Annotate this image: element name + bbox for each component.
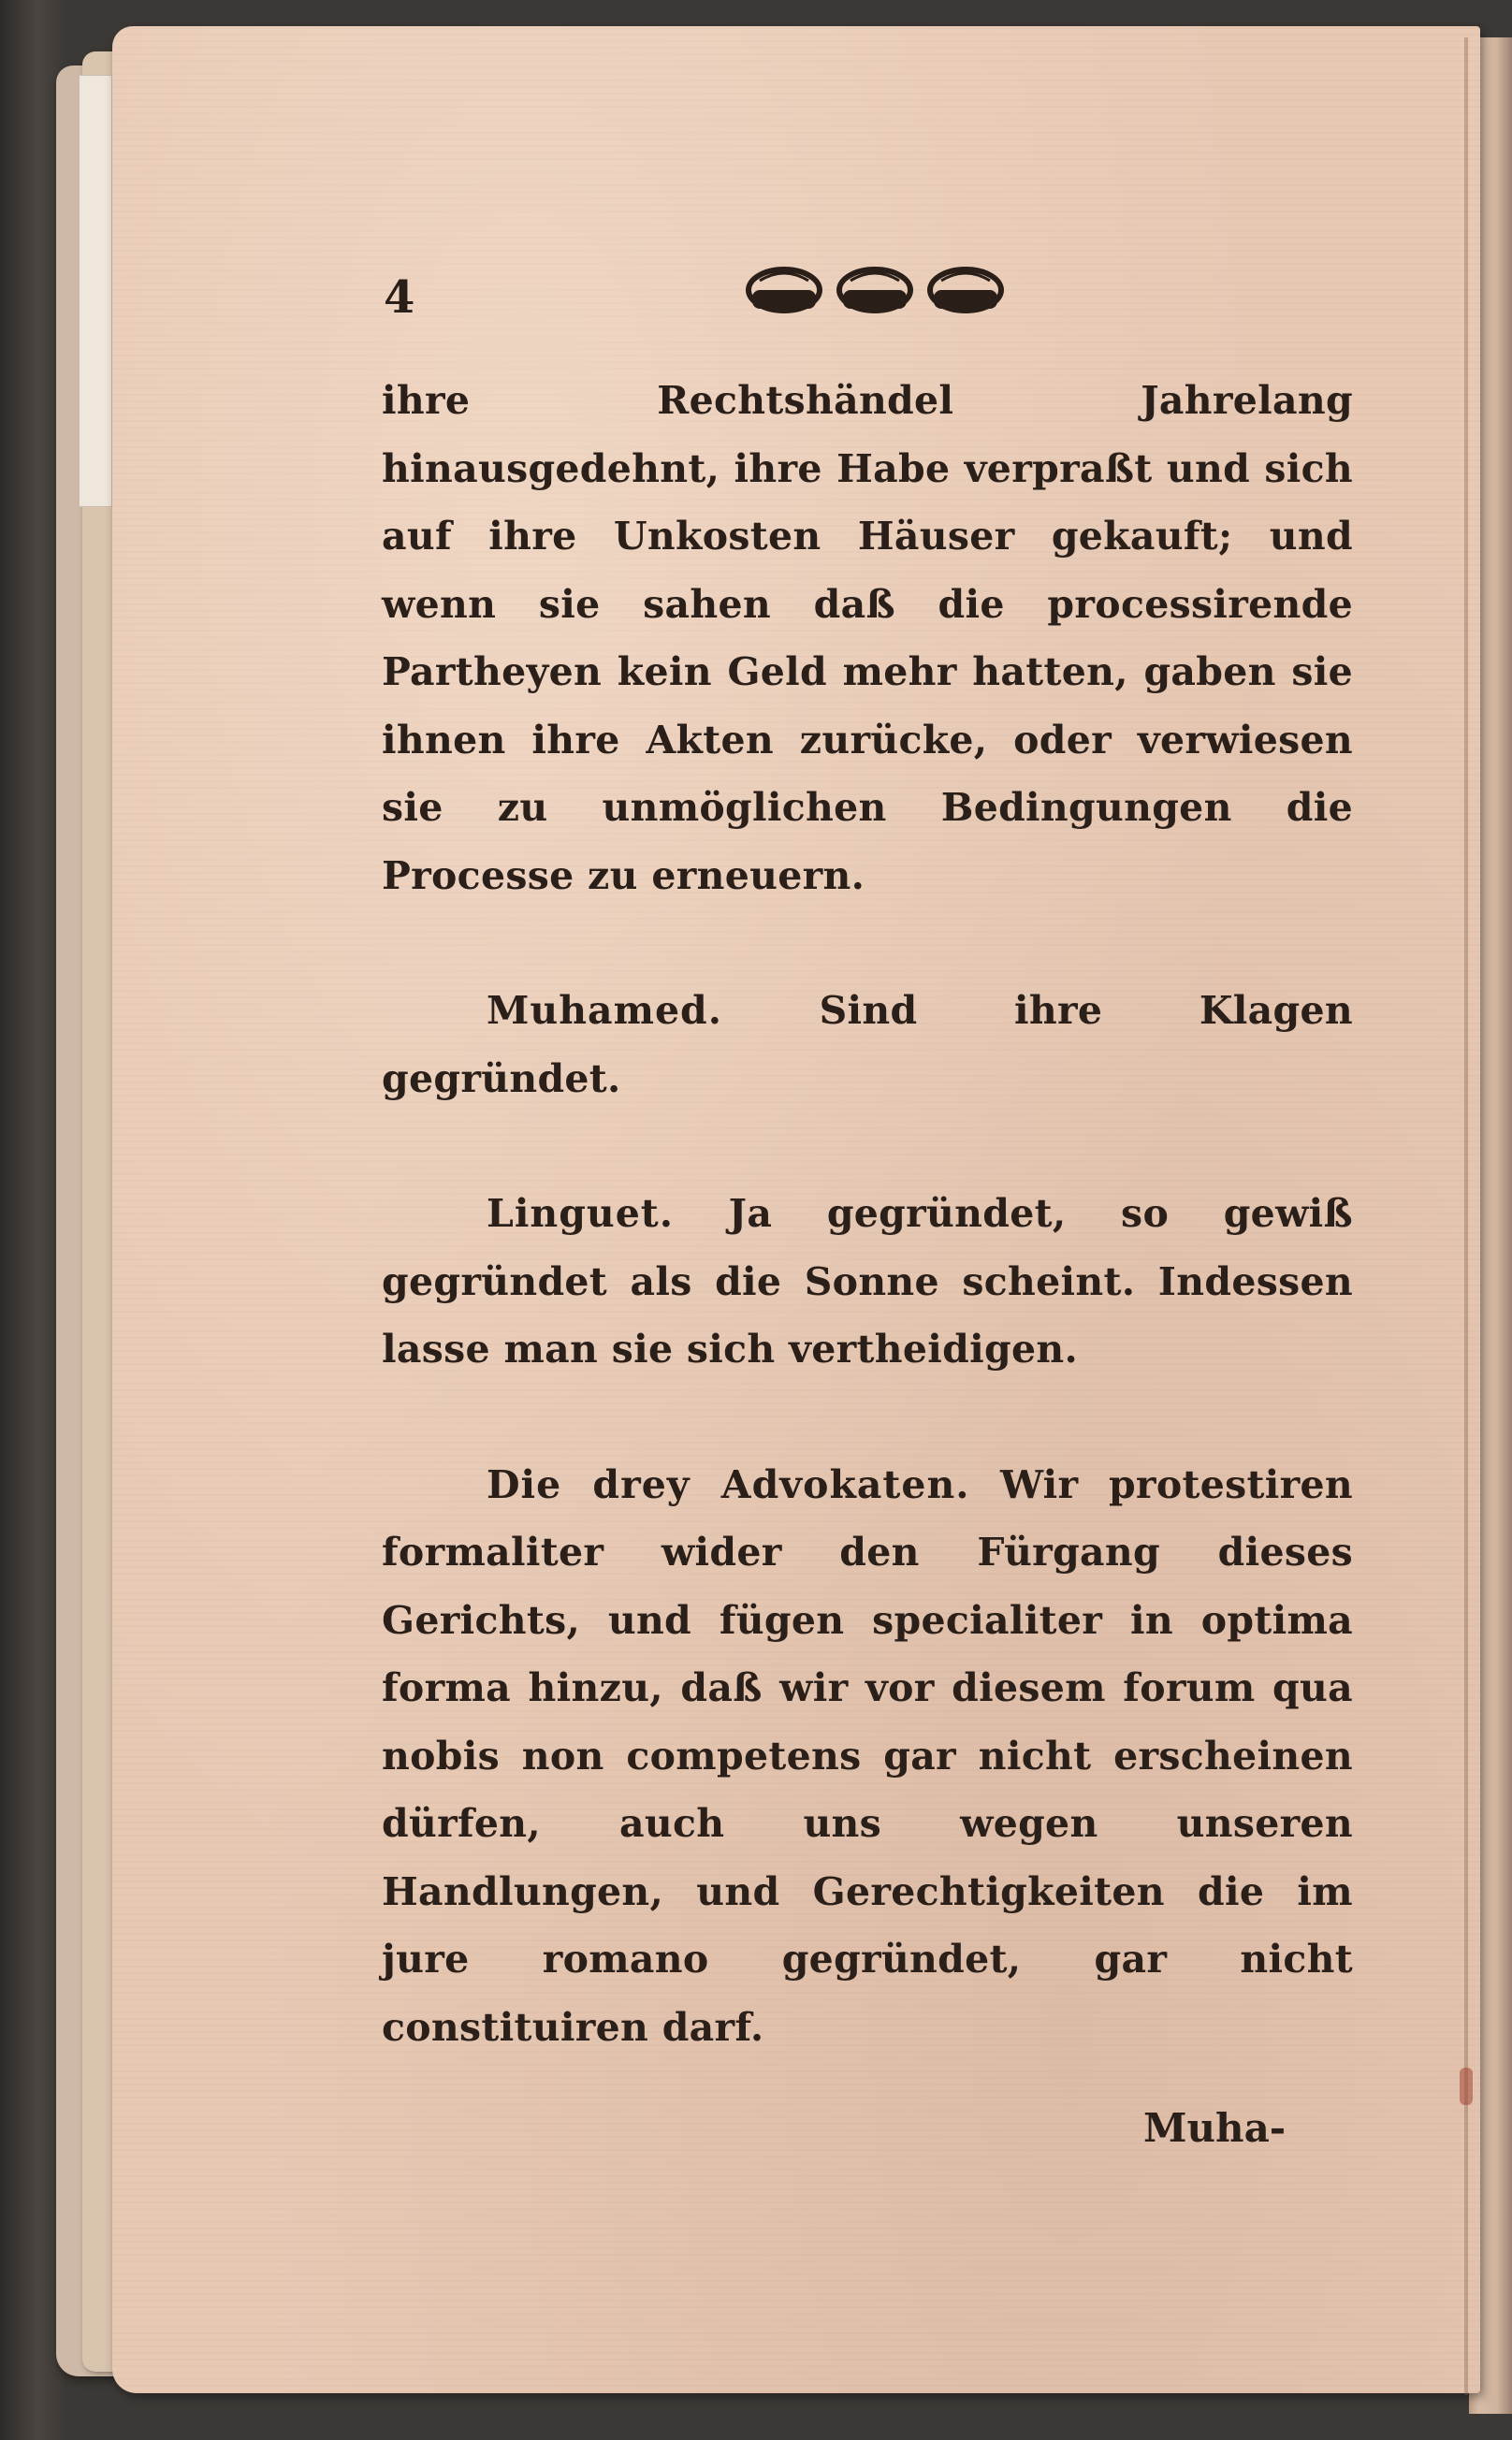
paragraph-text: Ja gegründet, so gewiß gegründet als die Sonne scheint. Indessen lasse man sie sich vertheidigen.	[382, 1191, 1353, 1372]
catchword: Muha-	[1143, 2105, 1287, 2151]
paragraph-text: Wir protestiren formaliter wider den Fürgang dieses Gerichts, und fügen specialiter in optima forma hinzu, daß wir vor diesem forum qua nobis non competens gar nicht erscheinen dürfen, auch uns wegen unseren Handlungen, und Gerechtigkeiten die im jure romano gegründet, gar nicht constituiren darf.	[382, 1461, 1353, 2050]
paper-slip	[79, 75, 112, 507]
ornamental-rings-icon	[739, 253, 1010, 327]
page-number: 4	[384, 271, 415, 324]
body-text	[382, 367, 1353, 2061]
paragraph-continuation	[382, 367, 1353, 909]
ink-stain	[1460, 2068, 1473, 2105]
gutter-line	[1464, 37, 1468, 2395]
speaker-name: Muhamed.	[487, 988, 722, 1033]
dialogue-paragraph	[382, 977, 1353, 1112]
paragraph-text: Sind ihre Klagen gegründet.	[382, 988, 1353, 1101]
dialogue-paragraph	[382, 1451, 1353, 2062]
dialogue-paragraph	[382, 1180, 1353, 1384]
speaker-name: Linguet.	[487, 1191, 674, 1236]
paragraph-text: ihre Rechtshändel Jahrelang hinausgedehnt, ihre Habe verpraßt und sich auf ihre Unkosten Häuser gekauft; und wenn sie sahen daß die processirende Partheyen kein Geld mehr hatten, gaben sie ihnen ihre Akten zurücke, oder verwiesen sie zu unmöglichen Bedingungen die Processe zu erneuern.	[382, 378, 1353, 898]
speaker-name: Die drey Advokaten.	[487, 1461, 970, 1507]
